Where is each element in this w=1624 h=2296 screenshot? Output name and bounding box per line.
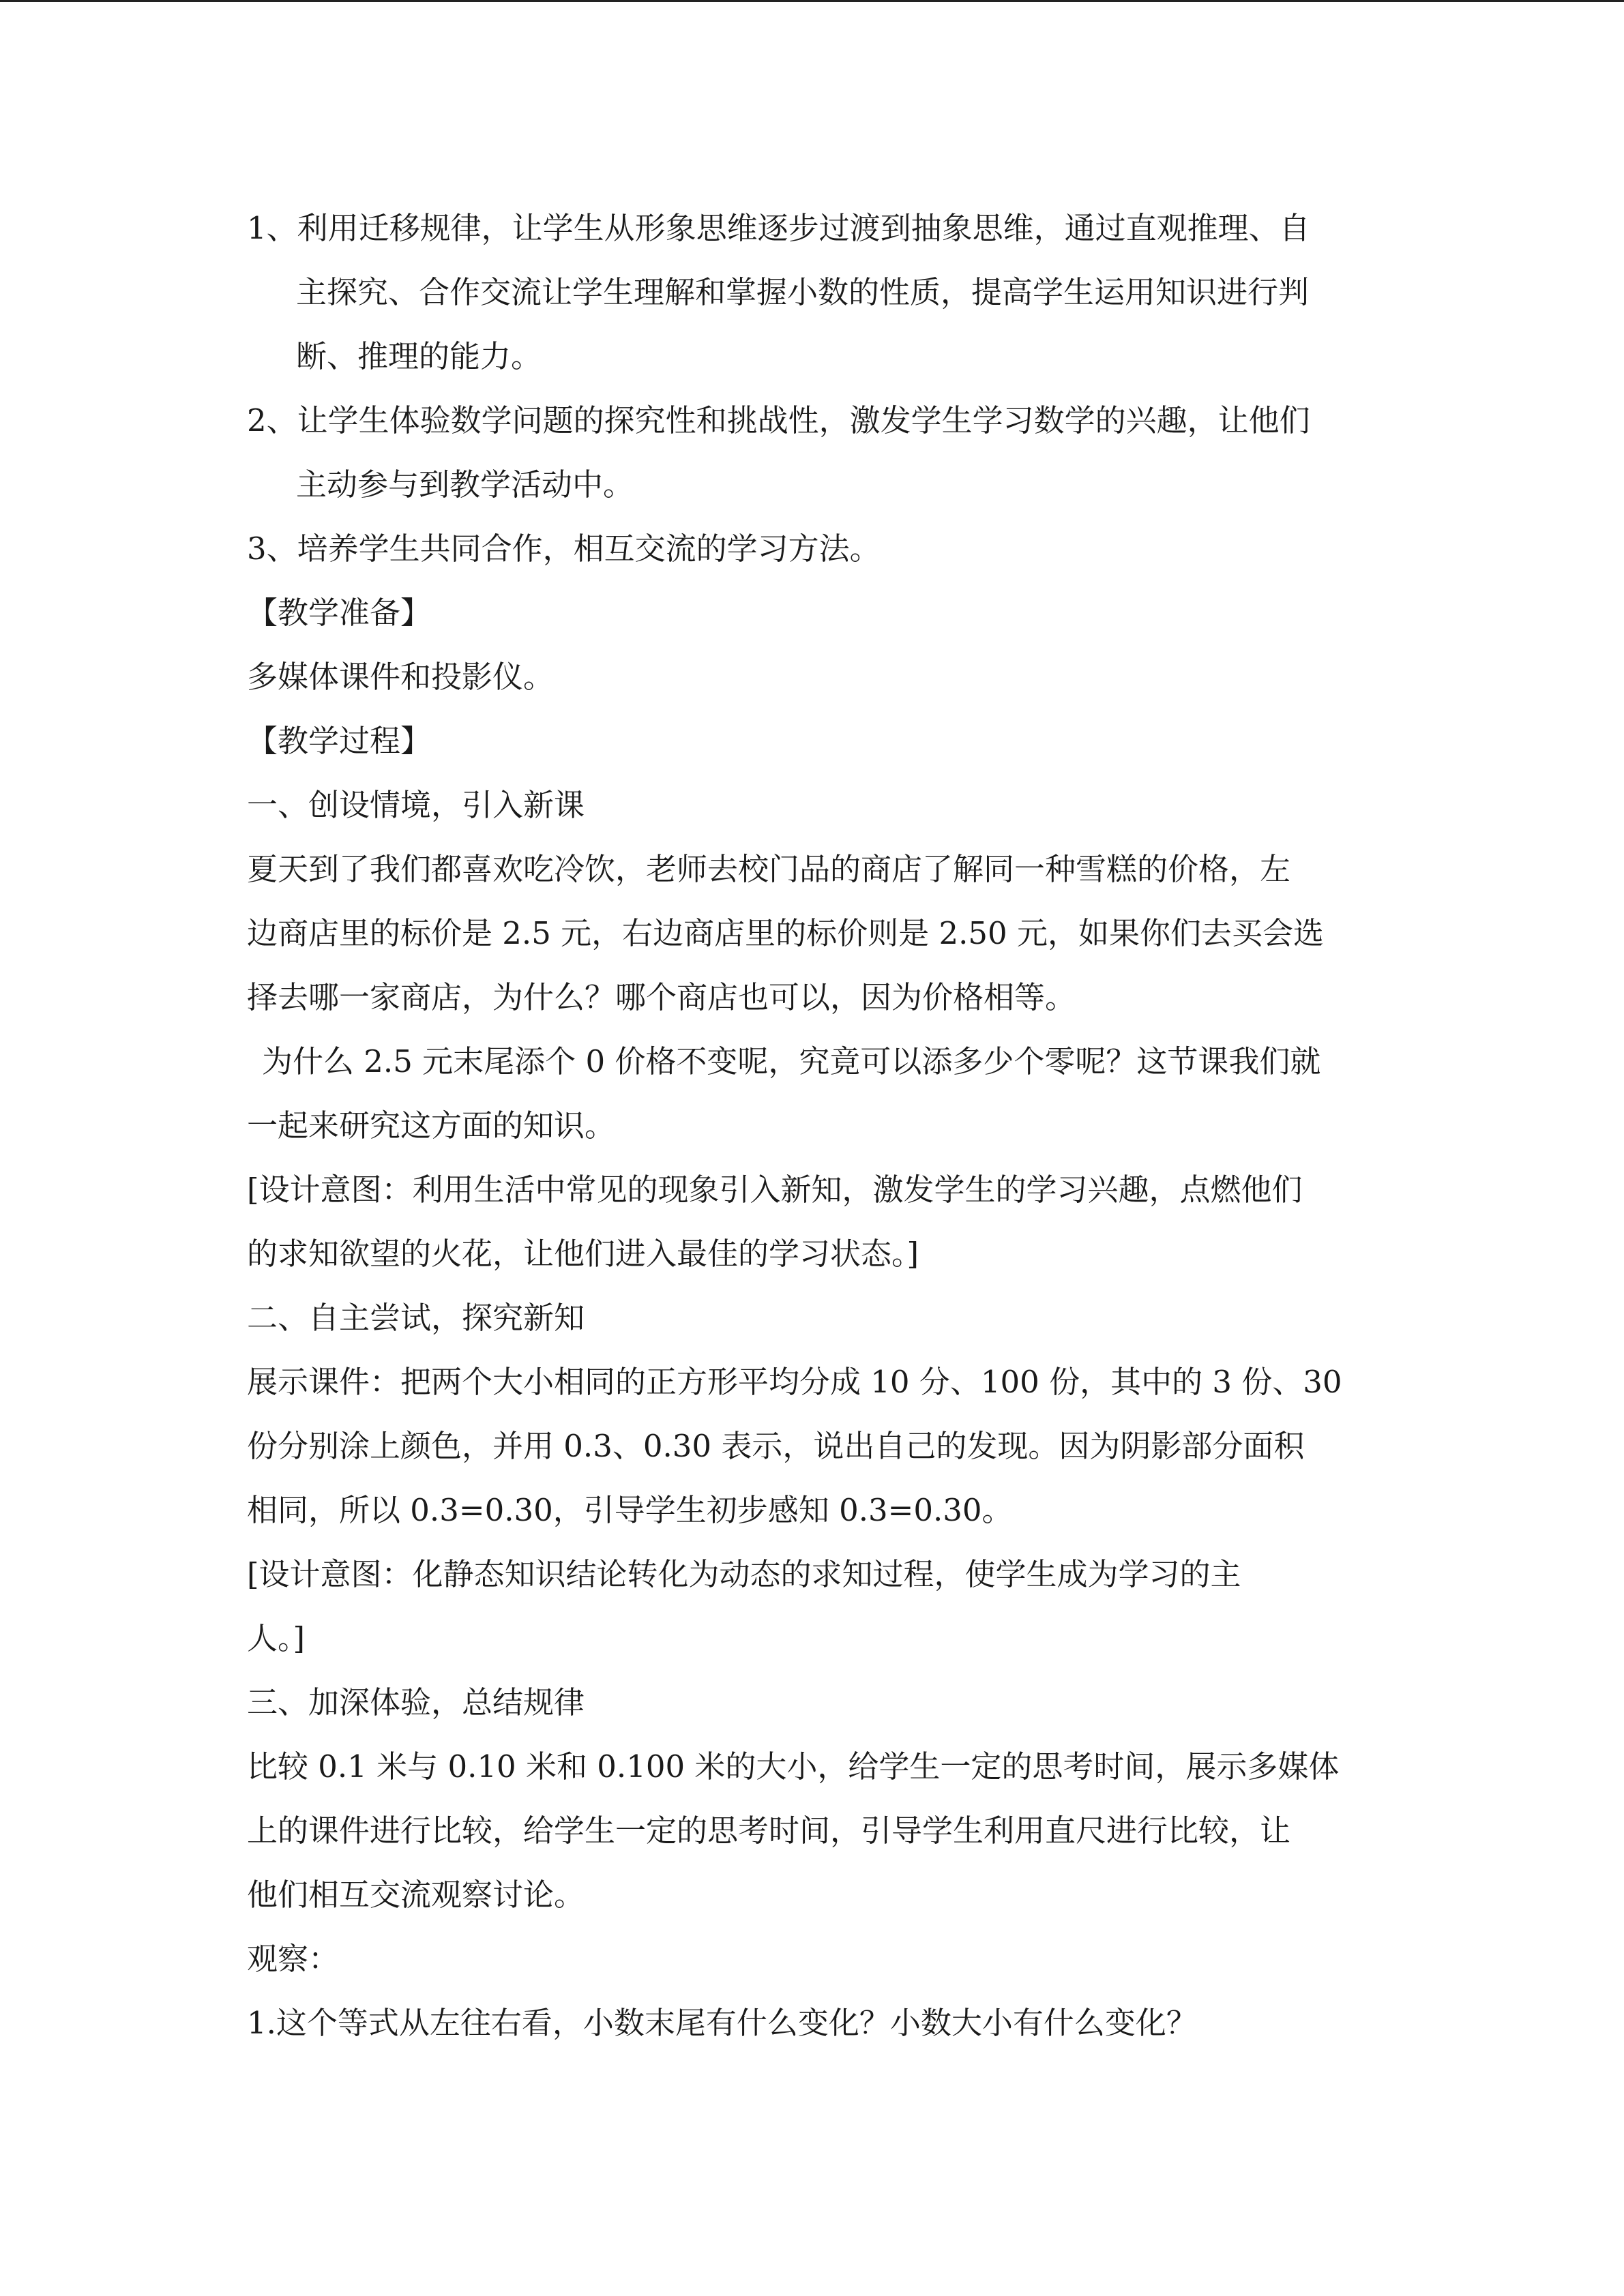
section-1-paragraph-1-line-3: 择去哪一家商店，为什么？哪个商店也可以，因为价格相等。 xyxy=(247,979,1076,1015)
observe-question-1: 1.这个等式从左往右看，小数末尾有什么变化？小数大小有什么变化？ xyxy=(247,2005,1197,2041)
section-2-design-note-line-2: 人。] xyxy=(247,1620,306,1656)
preparation-text: 多媒体课件和投影仪。 xyxy=(247,659,555,695)
objective-1-line-2: 主探究、合作交流让学生理解和掌握小数的性质，提高学生运用知识进行判 xyxy=(296,274,1310,310)
section-1-heading: 一、创设情境，引入新课 xyxy=(247,787,585,823)
preparation-heading: 【教学准备】 xyxy=(247,595,432,631)
section-1-paragraph-2-line-2: 一起来研究这方面的知识。 xyxy=(247,1107,616,1144)
section-1-paragraph-2-line-1: 为什么 2.5 元末尾添个 0 价格不变呢，究竟可以添多少个零呢？这节课我们就 xyxy=(262,1043,1321,1079)
section-1-paragraph-1-line-2: 边商店里的标价是 2.5 元，右边商店里的标价则是 2.50 元，如果你们去买会选 xyxy=(247,915,1324,951)
objective-1-line-3: 断、推理的能力。 xyxy=(296,338,542,374)
objective-2-line-1: 2、让学生体验数学问题的探究性和挑战性，激发学生学习数学的兴趣，让他们 xyxy=(247,402,1310,438)
objective-3-line-1: 3、培养学生共同合作，相互交流的学习方法。 xyxy=(247,531,881,567)
section-3-paragraph-line-3: 他们相互交流观察讨论。 xyxy=(247,1877,585,1913)
section-1-design-note-line-1: [设计意图：利用生活中常见的现象引入新知，激发学生的学习兴趣，点燃他们 xyxy=(247,1172,1303,1208)
section-2-design-note-line-1: [设计意图：化静态知识结论转化为动态的求知过程，使学生成为学习的主 xyxy=(247,1556,1241,1592)
process-heading: 【教学过程】 xyxy=(247,723,432,759)
section-3-paragraph-line-1: 比较 0.1 米与 0.10 米和 0.100 米的大小，给学生一定的思考时间，展示多媒体 xyxy=(247,1748,1340,1785)
section-2-paragraph-line-1: 展示课件：把两个大小相同的正方形平均分成 10 分、100 份，其中的 3 份、30 xyxy=(247,1364,1342,1400)
page-top-border xyxy=(0,0,1624,2)
section-2-heading: 二、自主尝试，探究新知 xyxy=(247,1300,585,1336)
observe-label: 观察： xyxy=(247,1941,340,1977)
section-3-paragraph-line-2: 上的课件进行比较，给学生一定的思考时间，引导学生利用直尺进行比较，让 xyxy=(247,1813,1291,1849)
section-2-paragraph-line-3: 相同，所以 0.3=0.30，引导学生初步感知 0.3=0.30。 xyxy=(247,1492,1013,1528)
objective-2-line-2: 主动参与到教学活动中。 xyxy=(296,466,634,503)
section-1-paragraph-1-line-1: 夏天到了我们都喜欢吃冷饮，老师去校门品的商店了解同一种雪糕的价格，左 xyxy=(247,851,1291,887)
section-2-paragraph-line-2: 份分别涂上颜色，并用 0.3、0.30 表示，说出自己的发现。因为阴影部分面积 xyxy=(247,1428,1305,1464)
section-1-design-note-line-2: 的求知欲望的火花，让他们进入最佳的学习状态。] xyxy=(247,1236,919,1272)
objective-1-line-1: 1、利用迁移规律，让学生从形象思维逐步过渡到抽象思维，通过直观推理、自 xyxy=(247,210,1310,246)
section-3-heading: 三、加深体验，总结规律 xyxy=(247,1684,585,1720)
